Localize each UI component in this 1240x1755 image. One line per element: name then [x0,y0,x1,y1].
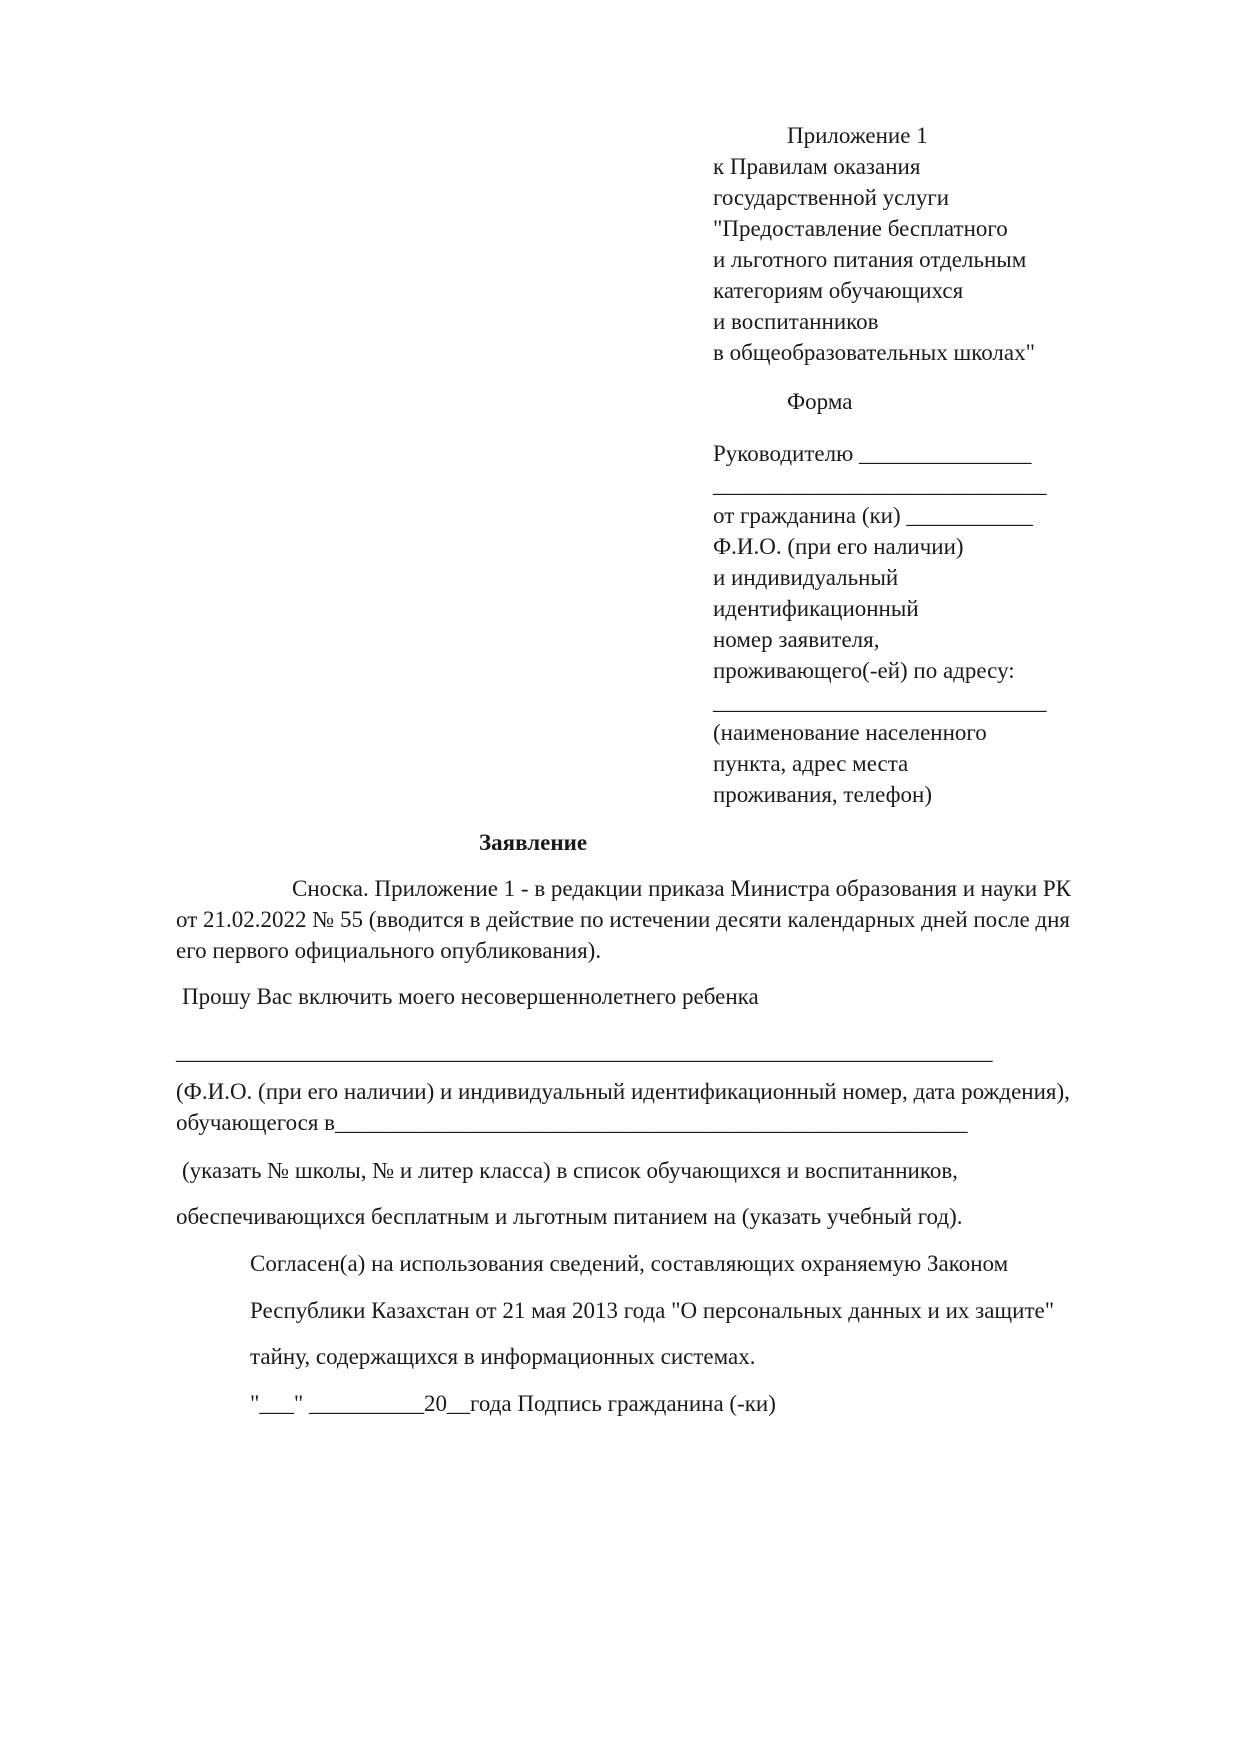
signature-line: "___" __________20__года Подпись гражданина (-ки) [250,1391,776,1416]
body-line: (Ф.И.О. (при его наличии) и индивидуальный идентификационный номер, дата рождения), [176,1079,1070,1104]
recipient-line: _____________________________ [713,472,1047,497]
appendix-line: государственной услуги [713,185,950,210]
document-title: Заявление [479,830,588,855]
appendix-line: и льготного питания отдельным [713,247,1027,272]
body-line: обеспечивающихся бесплатным и льготным питанием на (указать учебный год). [176,1204,963,1229]
footnote-line: его первого официального опубликования). [176,938,602,963]
recipient-line: (наименование населенного [713,720,987,745]
recipient-line: от гражданина (ки) ___________ [713,503,1033,528]
recipient-line: Руководителю _______________ [713,441,1032,466]
appendix-line: к Правилам оказания [713,154,921,179]
recipient-line: _____________________________ [713,689,1047,714]
recipient-line: идентификационный [713,596,919,621]
recipient-line: проживающего(-ей) по адресу: [713,658,1015,683]
consent-line: тайну, содержащихся в информационных системах. [250,1344,756,1369]
appendix-line: "Предоставление бесплатного [713,216,1008,241]
recipient-line: проживания, телефон) [713,782,932,807]
recipient-line: Ф.И.О. (при его наличии) [713,534,964,559]
consent-line: Республики Казахстан от 21 мая 2013 года "О персональных данных и их защите" [250,1298,1055,1323]
appendix-line: Приложение 1 [787,123,928,148]
recipient-line: номер заявителя, [713,627,880,652]
recipient-line: пункта, адрес места [713,751,909,776]
appendix-line: и воспитанников [713,309,879,334]
school-blank-line: обучающегося в_______________________________________________________ [176,1110,968,1135]
form-label: Форма [787,389,853,414]
consent-line: Согласен(а) на использования сведений, составляющих охраняемую Законом [250,1251,1009,1276]
child-name-blank: _______________________________________________________________________ [176,1039,993,1064]
body-line: (указать № школы, № и литер класса) в список обучающихся и воспитанников, [182,1158,958,1183]
body-line: Прошу Вас включить моего несовершеннолетнего ребенка [182,984,759,1009]
appendix-line: категориям обучающихся [713,278,964,303]
appendix-line: в общеобразовательных школах" [713,340,1035,365]
footnote-line: от 21.02.2022 № 55 (вводится в действие по истечении десяти календарных дней после дня [176,907,1070,932]
footnote-line: Сноска. Приложение 1 - в редакции приказа Министра образования и науки РК [292,876,1072,901]
recipient-line: и индивидуальный [713,565,899,590]
